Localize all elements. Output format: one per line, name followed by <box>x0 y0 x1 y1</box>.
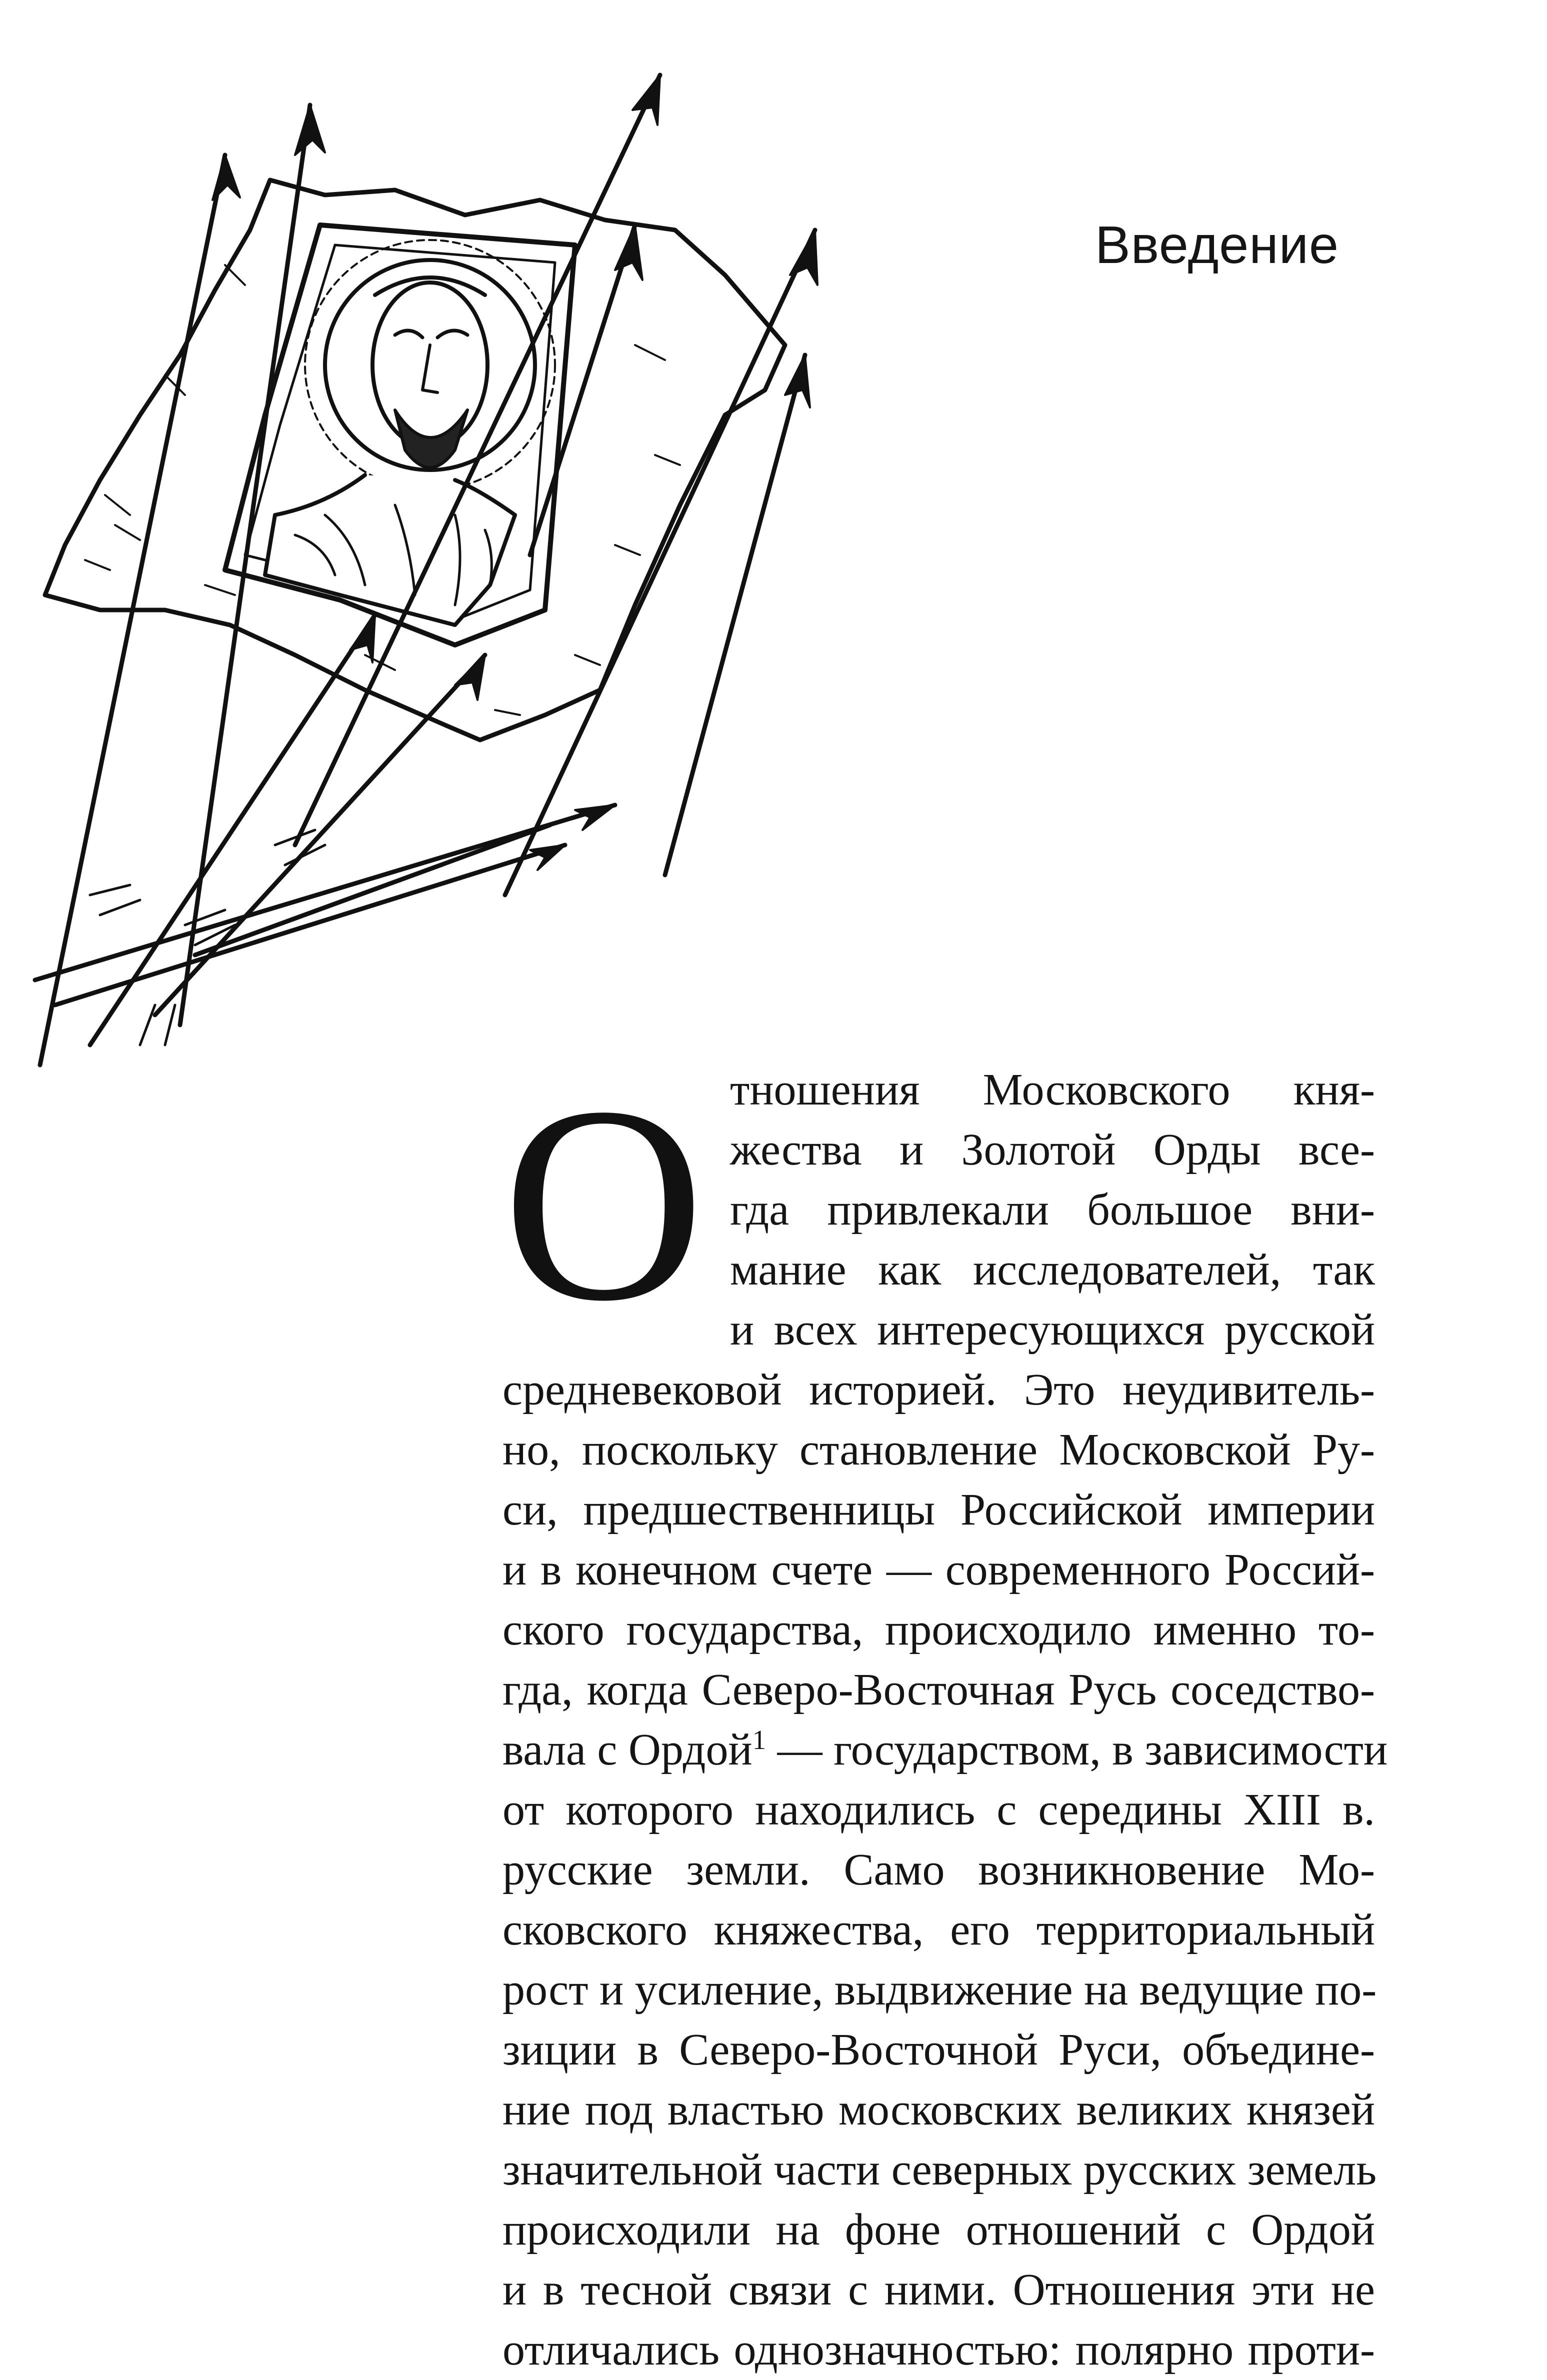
text-line: си, предшественницы Российской империи <box>502 1485 1375 1534</box>
text-line: от которого находились с середины XIII в. <box>502 1785 1375 1834</box>
text-line: сковского княжества, его территориальный <box>502 1905 1375 1954</box>
text-line: значительной части северных русских земель <box>502 2145 1377 2194</box>
text-line: рост и усиление, выдвижение на ведущие по- <box>502 1965 1377 2014</box>
arrow-fletchings <box>90 830 325 1045</box>
text-line: и в тесной связи с ними. Отношения эти не <box>502 2265 1375 2314</box>
text-line: тношения Московского кня- <box>730 1065 1375 1114</box>
text-line: но, поскольку становление Московской Ру- <box>502 1425 1375 1474</box>
text-line: и в конечном счете — современного Россий- <box>502 1545 1375 1594</box>
text-line-with-footnote <box>502 1720 1388 1780</box>
line-text-before: вала с Ордой <box>502 1725 752 1774</box>
text-line: происходили на фоне отношений с Ордой <box>502 2205 1375 2254</box>
chapter-title: Введение <box>1095 216 1339 274</box>
text-line: жества и Золотой Орды все- <box>730 1125 1375 1174</box>
text-line: зиции в Северо-Восточной Руси, объедине- <box>502 2025 1375 2074</box>
drop-cap: О <box>502 1049 705 1359</box>
text-line: отличались однозначностью: полярно проти- <box>502 2325 1375 2374</box>
text-line: русские земли. Само возникновение Мо- <box>502 1845 1375 1894</box>
text-line: и всех интересующихся русской <box>730 1305 1375 1354</box>
line-text-after: — государством, в зависимости <box>766 1725 1388 1774</box>
savior-face <box>372 282 488 448</box>
text-line: мание как исследователей, так <box>730 1245 1375 1294</box>
body-paragraph <box>502 1049 1388 2380</box>
banner-illustration <box>15 65 865 1115</box>
text-line: ние под властью московских великих князей <box>502 2085 1375 2134</box>
text-line: средневековой историей. Это неудивитель- <box>502 1365 1375 1414</box>
text-line: ского государства, происходило именно то- <box>502 1605 1375 1654</box>
text-line: гда привлекали большое вни- <box>730 1185 1375 1234</box>
footnote-marker[interactable]: 1 <box>752 1724 766 1755</box>
text-line: гда, когда Северо-Восточная Русь соседство- <box>502 1665 1375 1714</box>
